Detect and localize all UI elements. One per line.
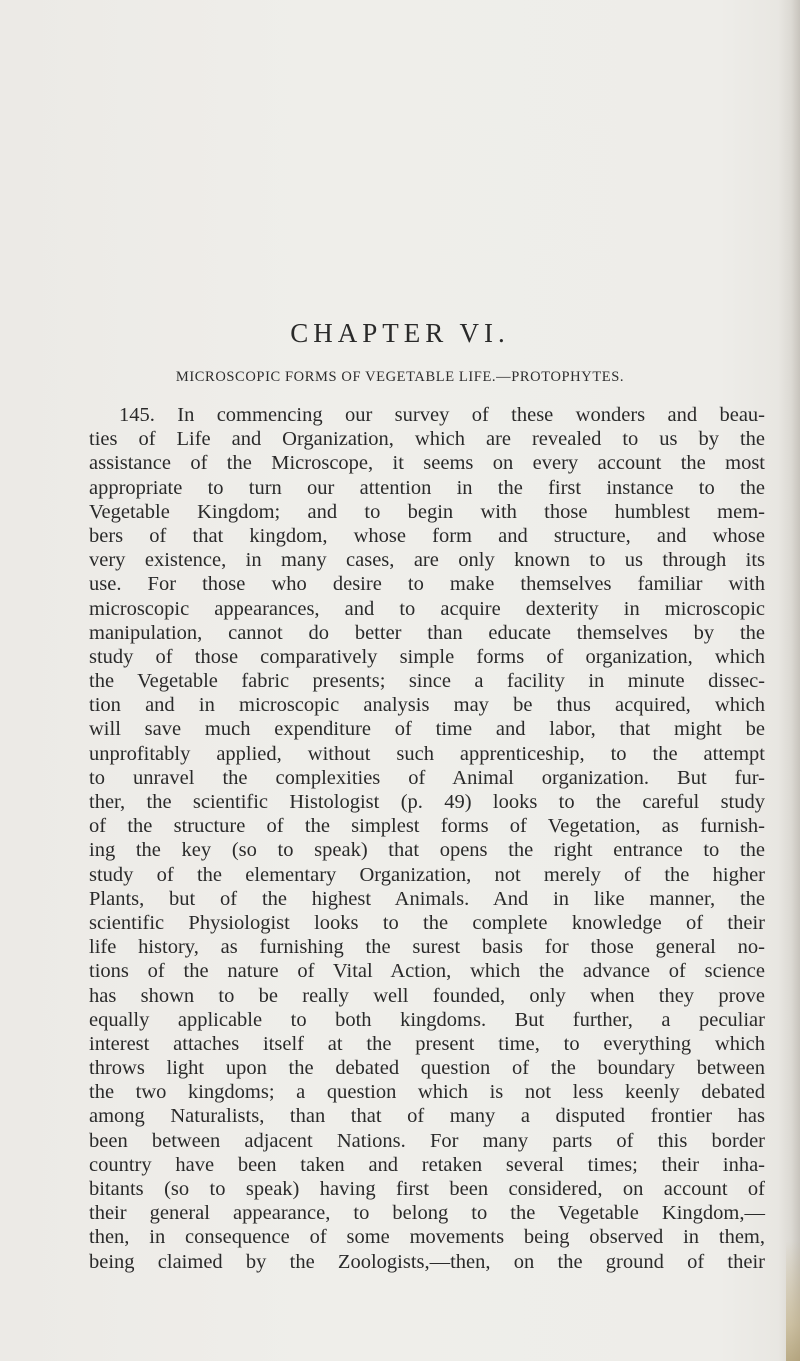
text-line: has shown to be really well founded, only when they prove [89,984,765,1007]
text-line: then, in consequence of some movements being observed in them, [89,1226,765,1249]
text-line: study of those comparatively simple forms of organization, which [89,645,765,668]
text-line: assistance of the Microscope, it seems on every account the most [89,452,765,475]
text-line: Plants, but of the highest Animals. And in like manner, the [89,887,765,910]
text-line: appropriate to turn our attention in the first instance to the [89,476,765,499]
text-line: throws light upon the debated question of the boundary between [89,1057,765,1080]
text-line: 145. In commencing our survey of these wonders and beau- [119,404,765,426]
text-line: their general appearance, to belong to the Vegetable Kingdom,— [89,1202,765,1225]
text-line: manipulation, cannot do better than educate themselves by the [89,621,765,644]
body-paragraph [89,403,765,1274]
chapter-title: CHAPTER VI. [290,318,510,348]
page-edge-shadow [778,0,800,1361]
text-line: among Naturalists, than that of many a disputed frontier has [89,1105,765,1128]
text-line: unprofitably applied, without such apprenticeship, to the attempt [89,742,765,765]
text-line: very existence, in many cases, are only known to us through its [89,549,765,572]
text-line: bitants (so to speak) having first been considered, on account of [89,1178,765,1200]
text-line: will save much expenditure of time and labor, that might be [89,718,765,741]
text-line: ties of Life and Organization, which are revealed to us by the [89,428,765,451]
text-line: microscopic appearances, and to acquire dexterity in microscopic [89,597,765,620]
text-line: tion and in microscopic analysis may be thus acquired, which [89,694,765,717]
text-line: Vegetable Kingdom; and to begin with those humblest mem- [89,500,765,523]
text-line: to unravel the complexities of Animal organization. But fur- [89,766,765,789]
text-line: the Vegetable fabric presents; since a facility in minute dissec- [89,670,765,693]
text-line: being claimed by the Zoologists,—then, on the ground of their [89,1250,765,1273]
text-line: been between adjacent Nations. For many parts of this border [89,1129,765,1152]
text-line: bers of that kingdom, whose form and structure, and whose [89,524,765,547]
text-line: scientific Physiologist looks to the complete knowledge of their [89,911,765,934]
text-line: use. For those who desire to make themselves familiar with [89,573,765,596]
text-line: country have been taken and retaken several times; their inha- [89,1153,765,1176]
page-edge-stain [786,1241,800,1361]
text-line: ing the key (so to speak) that opens the right entrance to the [89,839,765,862]
chapter-subtitle: MICROSCOPIC FORMS OF VEGETABLE LIFE.—PROTOPHYTES. [175,369,625,385]
text-line: equally applicable to both kingdoms. But further, a peculiar [89,1008,765,1031]
text-line: ther, the scientific Histologist (p. 49) looks to the careful study [89,791,765,813]
text-line: study of the elementary Organization, not merely of the higher [89,863,765,886]
text-line: life history, as furnishing the surest basis for those general no- [89,936,765,959]
text-line: of the structure of the simplest forms of Vegetation, as furnish- [89,815,765,838]
text-line: tions of the nature of Vital Action, which the advance of science [89,960,765,983]
text-line: interest attaches itself at the present time, to everything which [89,1032,765,1055]
text-line: the two kingdoms; a question which is not less keenly debated [89,1081,765,1104]
